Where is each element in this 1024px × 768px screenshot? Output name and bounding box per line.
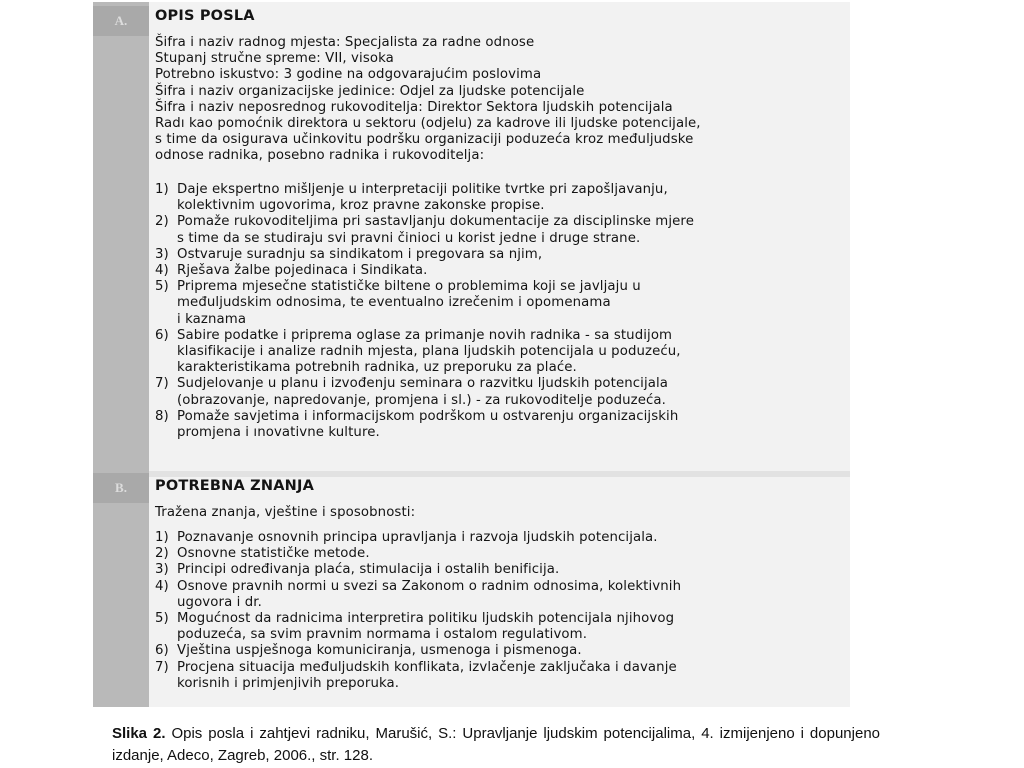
list-item-number: 4) — [155, 263, 169, 279]
section-b — [155, 478, 845, 494]
list-item-number: 3) — [155, 562, 169, 578]
list-item-line: (obrazovanje, napredovanje, promjena i sl.) - za rukovoditelje poduzeća. — [177, 392, 667, 408]
list-item — [155, 611, 845, 643]
list-item-number: 6) — [155, 643, 169, 659]
section-b-intro-text: Tražena znanja, vještine i sposobnosti: — [155, 505, 416, 520]
section-a-heading: OPIS POSLA — [155, 8, 255, 24]
list-item — [155, 546, 845, 562]
scanned-document-image — [93, 2, 850, 707]
list-item-text — [177, 182, 668, 214]
list-item-text — [177, 660, 677, 692]
list-item-text — [177, 279, 641, 328]
list-item — [155, 562, 845, 578]
list-item-number: 8) — [155, 408, 169, 424]
list-item-number: 5) — [155, 279, 169, 295]
list-item-number: 5) — [155, 611, 169, 627]
intro-line: Stupanj stručne spreme: VII, visoka — [155, 51, 394, 67]
intro-line: Šifra i naziv radnog mjesta: Specjalista za radne odnose — [155, 35, 535, 50]
intro-line: Šifra i naziv neposrednog rukovoditelja: Direktor Sektora ljudskih potencijala — [155, 99, 673, 115]
list-item — [155, 530, 845, 546]
list-item-line: Sabire podatke i priprema oglase za primanje novih radnika - sa studijom — [177, 327, 673, 343]
list-item-line: Poznavanje osnovnih principa upravljanja i razvoja ljudskih potencijala. — [177, 530, 658, 545]
section-b-list — [155, 530, 845, 692]
list-item-text — [177, 409, 678, 441]
section-b-tab: B. — [93, 473, 149, 503]
list-item-number: 1) — [155, 182, 169, 197]
list-item-line: i kaznama — [177, 311, 247, 327]
list-item-text — [177, 643, 582, 659]
list-item-line: Ostvaruje suradnju sa sindikatom i pregovara sa njim, — [177, 246, 543, 262]
list-item-line: Rješava žalbe pojedinaca i Sindikata. — [177, 263, 428, 279]
section-b-intro — [155, 505, 845, 521]
list-item-line: Sudjelovanje u planu i izvođenju seminara o razvitku ljudskih potencijala — [177, 376, 669, 392]
section-a-intro — [155, 35, 845, 165]
intro-line: Šifra i naziv organizacijske jedinice: Odjel za ljudske potencijale — [155, 83, 585, 99]
list-item-line: Vještina uspješnoga komuniciranja, usmenoga i pismenoga. — [177, 643, 582, 659]
list-item-number: 2) — [155, 214, 169, 230]
section-b-heading: POTREBNA ZNANJA — [155, 478, 314, 494]
list-item — [155, 182, 845, 214]
side-margin-bar — [93, 2, 149, 707]
list-item-line: korisnih i primjenjivih preporuka. — [177, 675, 400, 691]
list-item — [155, 263, 845, 279]
list-item — [155, 279, 845, 328]
caption-text: Opis posla i zahtjevi radniku, Marušić, S.: Upravljanje ljudskim potencijalima, 4. izmijenjeno i dopunjeno izdanje, Adeco, Zagreb, 2006., str. 128. — [112, 725, 881, 764]
section-a — [155, 8, 845, 24]
intro-line: Radı kao pomoćnik direktora u sektoru (odjelu) za kadrove ili ljudske potencijale, — [155, 116, 701, 132]
list-item — [155, 376, 845, 408]
list-item-number: 7) — [155, 376, 169, 392]
list-item-line: Principi određivanja plaća, stimulacija i ostalih benificija. — [177, 562, 560, 578]
list-item-text — [177, 546, 370, 562]
list-item-text — [177, 214, 694, 246]
list-item-line: međuljudskim odnosima, te eventualno izrečenim i opomenama — [177, 295, 611, 311]
list-item-line: Osnovne statističke metode. — [177, 546, 370, 562]
section-a-list — [155, 182, 845, 441]
list-item-text — [177, 328, 681, 377]
list-item-line: Mogućnost da radnicima interpretira politiku ljudskih potencijala njihovog — [177, 611, 675, 627]
list-item — [155, 643, 845, 659]
list-item-number: 3) — [155, 246, 169, 262]
list-item-line: Daje ekspertno mišljenje u interpretaciji politike tvrtke pri zapošljavanju, — [177, 182, 668, 197]
list-item-number: 4) — [155, 578, 169, 594]
list-item-line: karakteristikama potrebnih radnika, uz preporuku za plaće. — [177, 360, 577, 376]
list-item-number: 2) — [155, 546, 169, 562]
list-item-line: poduzeća, sa svim pravnim normama i ostalom regulativom. — [177, 627, 588, 643]
list-item-text — [177, 562, 559, 578]
list-item-line: kolektivnim ugovorima, kroz pravne zakonske propise. — [177, 198, 545, 214]
figure-caption — [112, 723, 880, 767]
list-item-number: 6) — [155, 327, 169, 343]
list-item-number: 7) — [155, 659, 169, 675]
list-item-line: Priprema mjesečne statističke biltene o problemima koji se javljaju u — [177, 279, 641, 295]
list-item-text — [177, 579, 681, 611]
list-item-line: s time da se studiraju svi pravni činioci u korist jedne i druge strane. — [177, 230, 641, 246]
list-item-line: promjena i ınovativne kulture. — [177, 425, 380, 441]
list-item-text — [177, 611, 674, 643]
list-item-line: Procjena situacija međuljudskih konflikata, izvlačenje zaključaka i davanje — [177, 659, 677, 675]
list-item — [155, 660, 845, 692]
list-item-line: ugovora i dr. — [177, 594, 262, 610]
intro-line: odnose radnika, posebno radnika i rukovoditelja: — [155, 148, 485, 164]
intro-line: s time da osigurava učinkovitu podršku organizaciji poduzeća kroz međuljudske — [155, 132, 694, 148]
list-item-text — [177, 247, 542, 263]
intro-line: Potrebno iskustvo: 3 godine na odgovarajućim poslovima — [155, 67, 542, 83]
list-item-text — [177, 263, 427, 279]
list-item-line: Pomaže savjetima i informacijskom podrškom u ostvarenju organizacijskih — [177, 408, 679, 424]
list-item — [155, 409, 845, 441]
list-item-line: Osnove pravnih normi u svezi sa Zakonom o radnim odnosima, kolektivnih — [177, 578, 682, 594]
list-item — [155, 214, 845, 246]
list-item-text — [177, 376, 668, 408]
list-item — [155, 247, 845, 263]
list-item — [155, 328, 845, 377]
section-divider — [149, 471, 850, 477]
list-item-number: 1) — [155, 530, 169, 545]
list-item-text — [177, 530, 658, 546]
caption-label: Slika 2. — [112, 725, 166, 742]
section-a-tab: A. — [93, 6, 149, 36]
list-item-line: Pomaže rukovoditeljima pri sastavljanju dokumentacije za disciplinske mjere — [177, 214, 694, 230]
list-item-line: klasifikacije i analize radnih mjesta, plana ljudskih potencijala u poduzeću, — [177, 344, 681, 360]
list-item — [155, 579, 845, 611]
